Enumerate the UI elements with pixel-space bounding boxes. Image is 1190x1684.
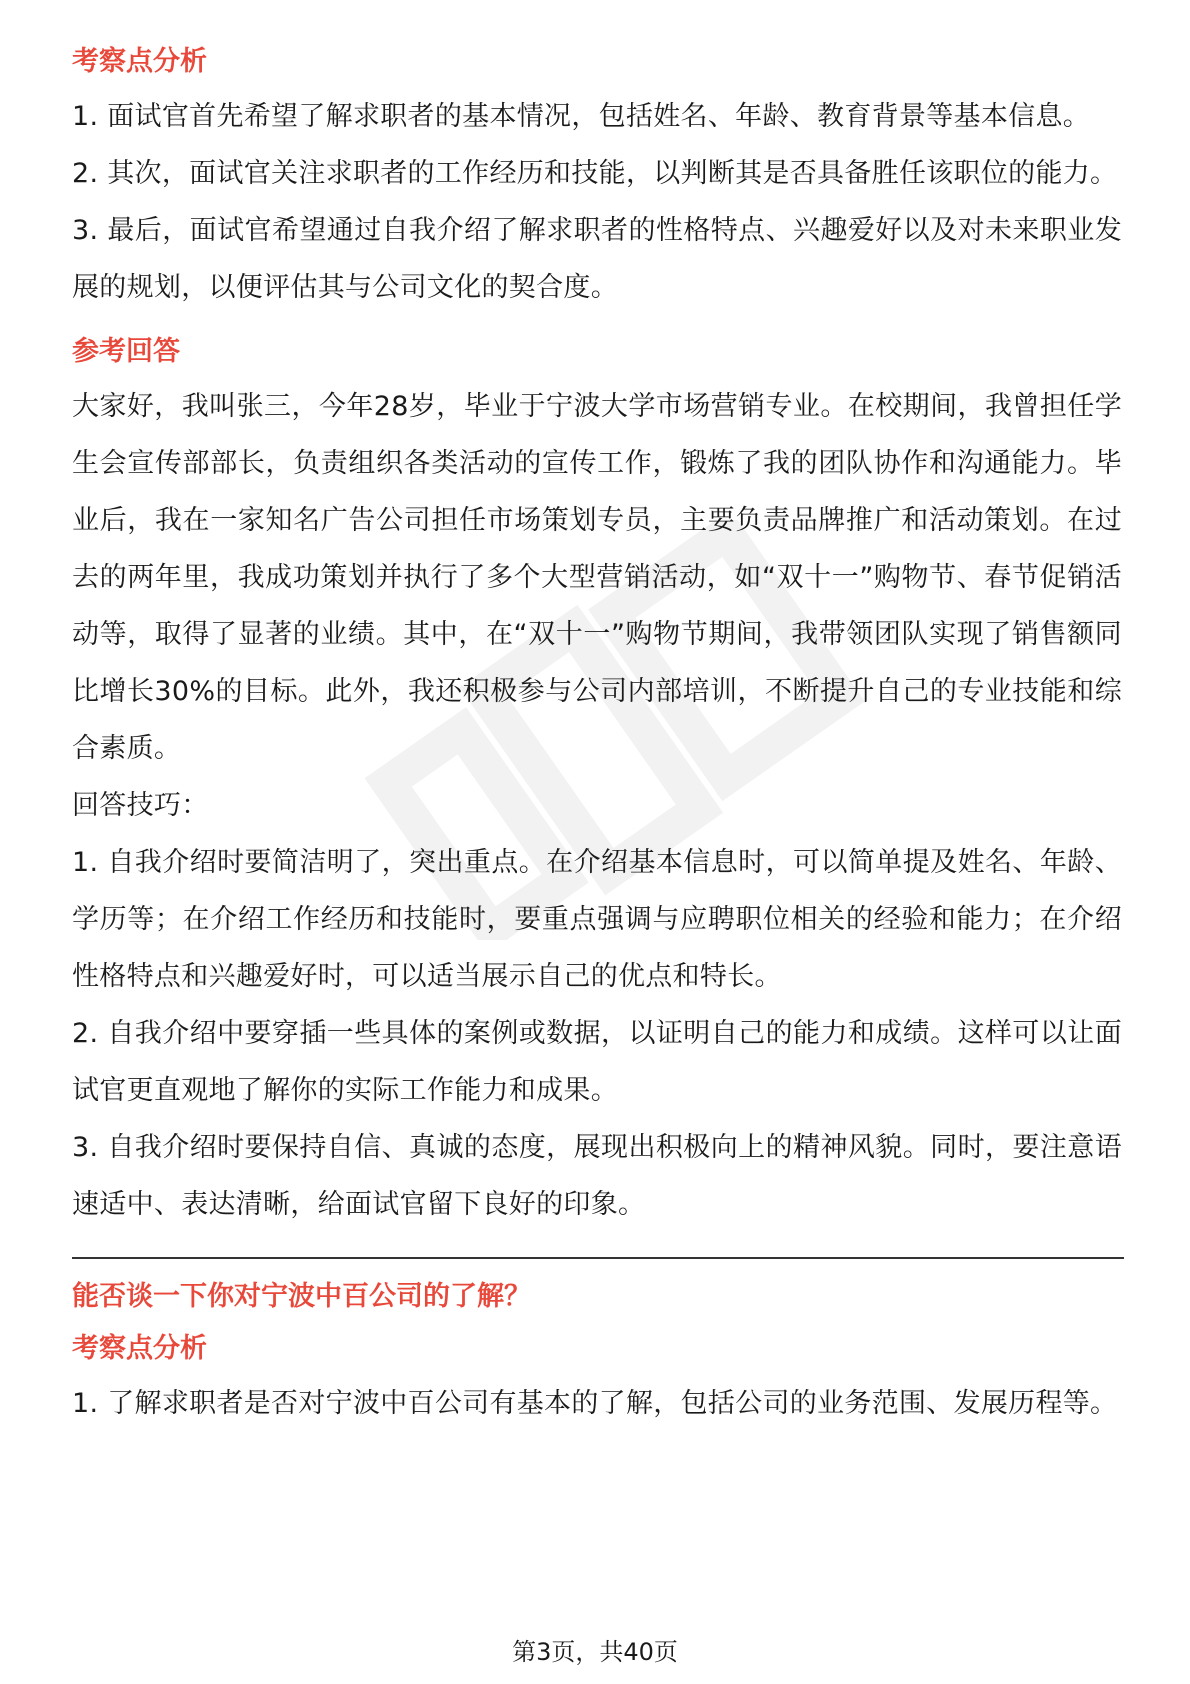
analysis-heading: 考察点分析 (72, 46, 207, 77)
section-divider (72, 1257, 1124, 1259)
tips-item: 3. 自我介绍时要保持自信、真诚的态度，展现出积极向上的精神风貌。同时，要注意语速适中、表达清晰，给面试官留下良好的印象。 (72, 1132, 1122, 1220)
analysis-item: 2. 其次，面试官关注求职者的工作经历和技能，以判断其是否具备胜任该职位的能力。 (72, 158, 1118, 189)
page-number: 第3页，共40页 (512, 1638, 678, 1666)
question-title: 能否谈一下你对宁波中百公司的了解？ (72, 1281, 531, 1312)
tips-item: 2. 自我介绍中要穿插一些具体的案例或数据，以证明自己的能力和成绩。这样可以让面试官更直观地了解你的实际工作能力和成果。 (72, 1018, 1122, 1106)
analysis-item: 3. 最后，面试官希望通过自我介绍了解求职者的性格特点、兴趣爱好以及对未来职业发展的规划，以便评估其与公司文化的契合度。 (72, 215, 1122, 303)
tips-item: 1. 自我介绍时要简洁明了，突出重点。在介绍基本信息时，可以简单提及姓名、年龄、学历等；在介绍工作经历和技能时，要重点强调与应聘职位相关的经验和能力；在介绍性格特点和兴趣爱好时，可以适当展示自己的优点和特长。 (72, 847, 1122, 992)
document-page (72, 44, 1122, 1432)
tips-heading: 回答技巧： (72, 790, 209, 821)
analysis-item: 1. 了解求职者是否对宁波中百公司有基本的了解，包括公司的业务范围、发展历程等。 (72, 1388, 1118, 1419)
analysis-item: 1. 面试官首先希望了解求职者的基本情况，包括姓名、年龄、教育背景等基本信息。 (72, 101, 1091, 132)
analysis-heading: 考察点分析 (72, 1333, 207, 1364)
answer-heading: 参考回答 (72, 336, 180, 367)
answer-text: 大家好，我叫张三，今年28岁，毕业于宁波大学市场营销专业。在校期间，我曾担任学生会宣传部部长，负责组织各类活动的宣传工作，锻炼了我的团队协作和沟通能力。毕业后，我在一家知名广告公司担任市场策划专员，主要负责品牌推广和活动策划。在过去的两年里，我成功策划并执行了多个大型营销活动，如“双十一”购物节、春节促销活动等，取得了显著的业绩。其中，在“双十一”购物节期间，我带领团队实现了销售额同比增长30%的目标。此外，我还积极参与公司内部培训，不断提升自己的专业技能和综合素质。 (72, 391, 1122, 764)
